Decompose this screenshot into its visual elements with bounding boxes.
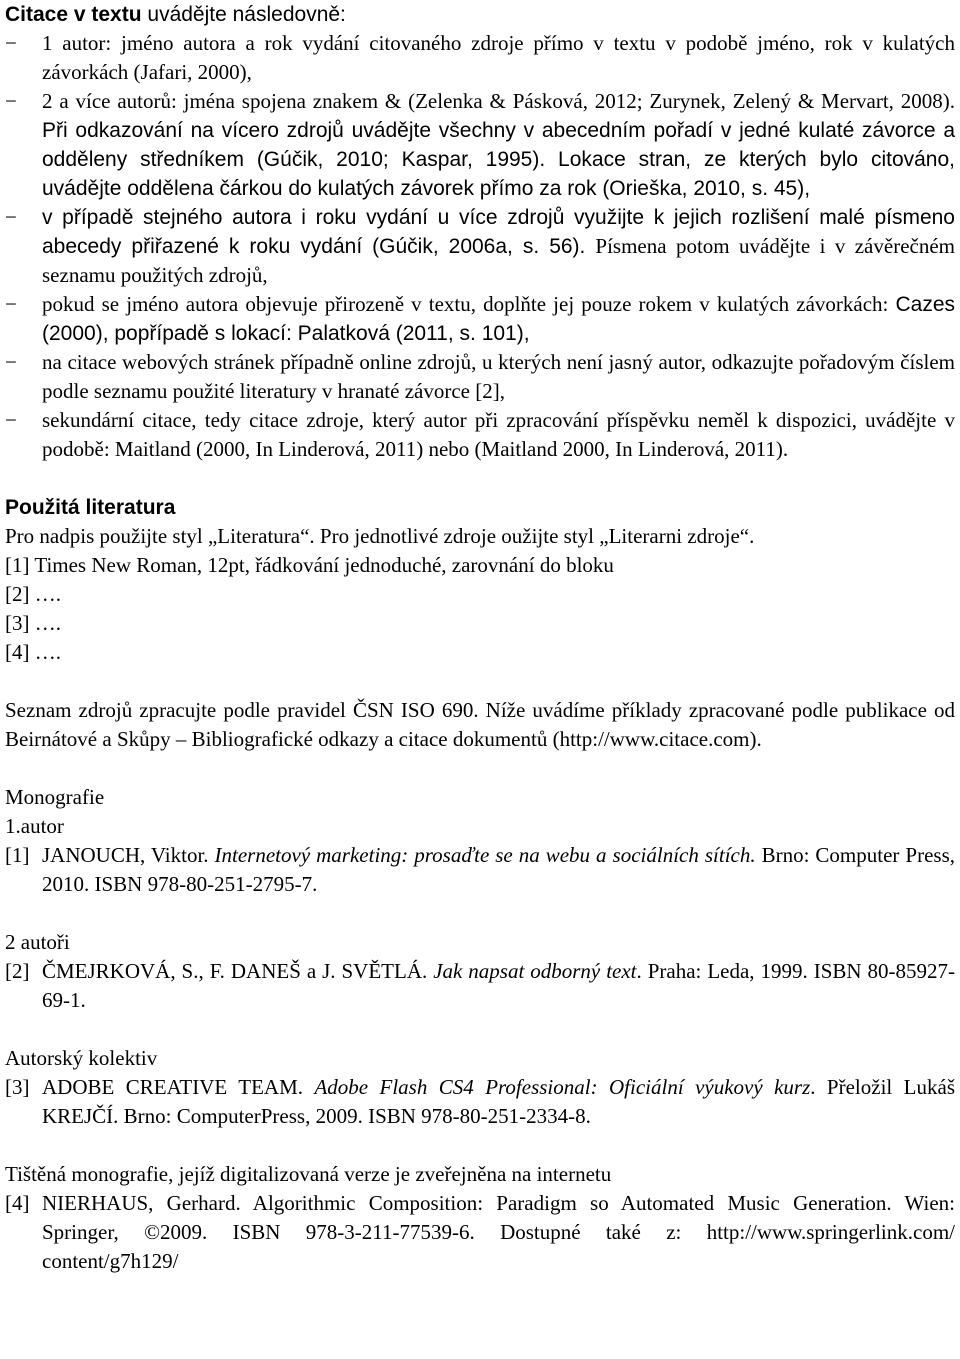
list-item-text: 2 a více autorů: jména spojena znakem & (Zelenka & Pásková, 2012; Zurynek, Zelený & Mervart, 2008).: [42, 89, 955, 113]
list-item: [5, 203, 955, 290]
reference-number: [1]: [5, 843, 30, 867]
printed-monograph-label: Tištěná monografie, jejíž digitalizovaná verze je zveřejněna na internetu: [5, 1162, 612, 1186]
reference-entry-1: [5, 841, 955, 899]
reference-entry-4: [5, 1189, 955, 1276]
literatura-heading: Použitá literatura: [5, 496, 176, 519]
collective-label: Autorský kolektiv: [5, 1046, 158, 1070]
reference-title: Internetový marketing: prosaďte se na webu a sociálních sítích.: [214, 843, 756, 867]
reference-entry-3: [5, 1073, 955, 1131]
two-authors-label: 2 autoři: [5, 930, 70, 954]
literatura-ref-1: [1] Times New Roman, 12pt, řádkování jednoduché, zarovnání do bloku: [5, 553, 614, 577]
reference-author: ADOBE CREATIVE TEAM.: [42, 1075, 315, 1099]
reference-number: [3]: [5, 1075, 30, 1099]
reference-text: NIERHAUS, Gerhard. Algorithmic Composition: Paradigm so Automated Music Generation. Wien: Springer, ©2009. ISBN 978-3-211-77539-6. Dostupné také z: http://www.springerlink.com/ content/g7h129/: [42, 1191, 955, 1273]
list-item: [5, 87, 955, 203]
dash-bullet: −: [5, 89, 17, 113]
reference-author: JANOUCH, Viktor.: [42, 843, 215, 867]
citace-intro: [5, 0, 955, 29]
list-item-text: Písmena potom uvádějte i v závěrečném seznamu použitých zdrojů,: [42, 234, 955, 287]
list-item: [5, 290, 955, 348]
list-item-text: 1 autor: jméno autora a rok vydání citovaného zdroje přímo v textu v podobě jméno, rok v kulatých závorkách (Jafari, 2000),: [42, 31, 955, 84]
list-item: [5, 406, 955, 464]
dash-bullet: −: [5, 408, 17, 432]
one-author-label: 1.autor: [5, 814, 64, 838]
dash-bullet: −: [5, 205, 17, 229]
reference-title: Adobe Flash CS4 Professional: Oficiální výukový kurz: [314, 1075, 811, 1099]
list-item-text-sans: v případě stejného autora i roku vydání u více zdrojů využijte k jejich rozlišení malé písmeno abecedy přiřazené k roku vydání (Gúčik, 2006a, s. 56).: [42, 206, 955, 258]
list-item-text-sans: Při odkazování na vícero zdrojů uvádějte všechny v abecedním pořadí v jedné kulaté závorce a odděleny středníkem (Gúčik, 2010; Kaspar, 1995). Lokace stran, ze kterých bylo citováno, uvádějte oddělena čárkou do kulatých závorek přímo za rok (Orieška, 2010, s. 45),: [42, 119, 955, 200]
dash-bullet: −: [5, 31, 17, 55]
reference-publication: Brno: Computer Press, 2010. ISBN 978-80-251-2795-7.: [42, 843, 955, 896]
seznam-text-b: Níže uvádíme příklady zpracované podle publikace od Beirnátové a Skůpy – Bibliografické odkazy a citace dokumentů (http://www.citace.com).: [5, 698, 955, 751]
list-item-text-sans: Cazes (2000), popřípadě s lokací: Palatková (2011, s. 101),: [42, 293, 955, 345]
literatura-instructions: Pro nadpis použijte styl „Literatura“. Pro jednotlivé zdroje oužijte styl „Literarni zdroje“.: [5, 524, 755, 548]
literatura-ref-4: [4] ….: [5, 640, 61, 664]
reference-author: ČMEJRKOVÁ, S., F. DANEŠ a J. SVĚTLÁ.: [42, 959, 434, 983]
reference-publication: . Praha: Leda, 1999. ISBN 80-85927-69-1.: [42, 959, 956, 1012]
dash-bullet: −: [5, 292, 17, 316]
list-item-text: na citace webových stránek případně online zdrojů, u kterých není jasný autor, odkazujte pořadovým číslem podle seznamu použité literatury v hranaté závorce [2],: [42, 350, 955, 403]
literatura-ref-3: [3] ….: [5, 611, 61, 635]
list-item-text: pokud se jméno autora objevuje přirozeně v textu, doplňte jej pouze rokem v kulatých závorkách:: [42, 292, 896, 316]
citace-heading: Citace v textu: [5, 3, 142, 26]
reference-number: [4]: [5, 1191, 30, 1215]
citace-list: [5, 29, 955, 464]
seznam-paragraph: [5, 696, 955, 754]
list-item: [5, 348, 955, 406]
seznam-text-a: Seznam zdrojů zpracujte podle pravidel ČSN ISO 690.: [5, 698, 486, 722]
dash-bullet: −: [5, 350, 17, 374]
reference-number: [2]: [5, 959, 30, 983]
reference-title: Jak napsat odborný text: [433, 959, 637, 983]
list-item: [5, 29, 955, 87]
reference-entry-2: [5, 957, 955, 1015]
monografie-label: Monografie: [5, 785, 105, 809]
literatura-ref-2: [2] ….: [5, 582, 61, 606]
list-item-text: sekundární citace, tedy citace zdroje, který autor při zpracování příspěvku neměl k dispozici, uvádějte v podobě:: [42, 408, 955, 461]
reference-publication: . Přeložil Lukáš KREJČÍ. Brno: ComputerPress, 2009. ISBN 978-80-251-2334-8.: [42, 1075, 955, 1128]
list-item-text: Maitland (2000, In Linderová, 2011) nebo (Maitland 2000, In Linderová, 2011).: [114, 437, 789, 461]
citace-intro-text: uvádějte následovně:: [141, 3, 346, 26]
